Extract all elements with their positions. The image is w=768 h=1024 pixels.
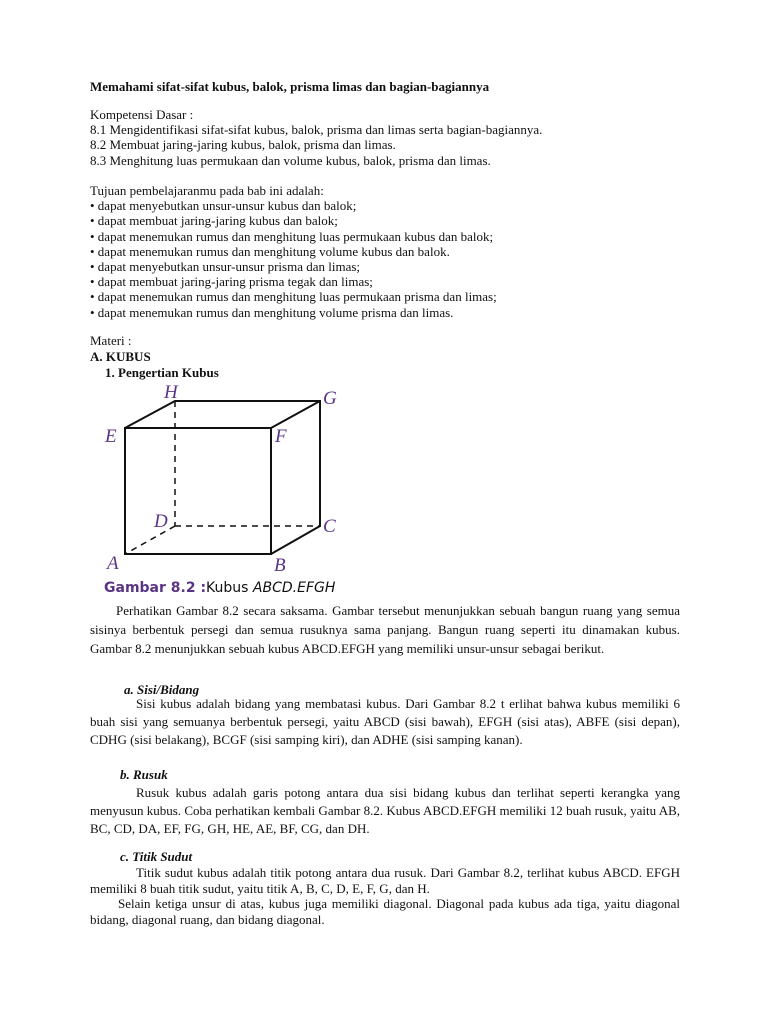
subsection-heading: 1. Pengertian Kubus bbox=[105, 365, 219, 380]
diagonal-paragraph: Selain ketiga unsur di atas, kubus juga memiliki diagonal. Diagonal pada kubus ada tiga, yaitu diagonal bidang, diagonal ruang, dan bidang diagonal. bbox=[90, 896, 680, 927]
sisi-paragraph: Sisi kubus adalah bidang yang membatasi kubus. Dari Gambar 8.2 t erlihat bahwa kubus memiliki 6 buah sisi yang semuanya berbentuk persegi, yaitu ABCD (sisi bawah), EFGH (sisi atas), ABFE (sisi depan), CDHG (sisi belakang), BCGF (sisi samping kiri), dan ADHE (sisi samping kanan). bbox=[90, 696, 680, 747]
materi bbox=[90, 333, 680, 381]
vertex-label-g: G bbox=[323, 388, 337, 409]
materi-heading: Materi : bbox=[90, 333, 132, 348]
figure-caption bbox=[104, 580, 335, 596]
rusuk-heading: b. Rusuk bbox=[120, 767, 168, 782]
caption-prefix: Gambar 8.2 : bbox=[104, 580, 207, 596]
vertex-label-e: E bbox=[105, 426, 117, 447]
caption-text: Kubus bbox=[206, 580, 253, 596]
tujuan-item: • dapat menemukan rumus dan menghitung luas permukaan kubus dan balok; bbox=[90, 228, 494, 244]
tujuan-item: • dapat menyebutkan unsur-unsur kubus dan balok; bbox=[90, 198, 357, 214]
vertex-label-c: C bbox=[323, 516, 336, 537]
tujuan-heading: Tujuan pembelajaranmu pada bab ini adalah: bbox=[90, 183, 324, 198]
tujuan-item: • dapat menemukan rumus dan menghitung volume kubus dan balok. bbox=[90, 243, 450, 259]
vertex-label-b: B bbox=[274, 555, 286, 576]
vertex-label-d: D bbox=[154, 511, 168, 532]
tujuan-list bbox=[90, 183, 680, 320]
kompetensi-item: 8.3 Menghitung luas permukaan dan volume kubus, balok, prisma dan limas. bbox=[90, 152, 491, 168]
cube-figure bbox=[90, 378, 370, 578]
vertex-label-f: F bbox=[275, 426, 287, 447]
intro-paragraph: Perhatikan Gambar 8.2 secara saksama. Gambar tersebut menunjukkan sebuah bangun ruang yang semua sisinya berbentuk persegi dan semua rusuknya sama panjang. Bangun ruang seperti itu dinamakan kubus. Gambar 8.2 menunjukkan sebuah kubus ABCD.EFGH yang memiliki unsur-unsur sebagai berikut. bbox=[90, 603, 680, 656]
front-face bbox=[125, 428, 271, 554]
kompetensi-dasar bbox=[90, 107, 680, 168]
tujuan-item: • dapat membuat jaring-jaring kubus dan balok; bbox=[90, 213, 338, 229]
titik-heading: c. Titik Sudut bbox=[120, 849, 193, 864]
titik-paragraph: Titik sudut kubus adalah titik potong antara dua rusuk. Dari Gambar 8.2, terlihat kubus ABCD. EFGH memiliki 8 buah titik sudut, yaitu titik A, B, C, D, E, F, G, dan H. bbox=[90, 865, 680, 896]
sisi-heading: a. Sisi/Bidang bbox=[124, 682, 200, 697]
tujuan-item: • dapat menemukan rumus dan menghitung volume prisma dan limas. bbox=[90, 304, 454, 320]
kompetensi-item: 8.2 Membuat jaring-jaring kubus, balok, prisma dan limas. bbox=[90, 137, 396, 153]
tujuan-item: • dapat menemukan rumus dan menghitung luas permukaan prisma dan limas; bbox=[90, 289, 497, 305]
vertex-label-a: A bbox=[107, 553, 119, 574]
kompetensi-item: 8.1 Mengidentifikasi sifat-sifat kubus, balok, prisma dan limas serta bagian-bagiannya. bbox=[90, 122, 543, 138]
tujuan-item: • dapat membuat jaring-jaring prisma tegak dan limas; bbox=[90, 274, 373, 290]
section-heading: A. KUBUS bbox=[90, 349, 151, 364]
edge-fg bbox=[271, 401, 320, 428]
page-title: Memahami sifat-sifat kubus, balok, prisma limas dan bagian-bagiannya bbox=[90, 79, 490, 94]
caption-name: ABCD.EFGH bbox=[252, 580, 336, 596]
rusuk-paragraph: Rusuk kubus adalah garis potong antara dua sisi bidang kubus dan terlihat seperti kerangka yang menyusun kubus. Coba perhatikan kembali Gambar 8.2. Kubus ABCD.EFGH memiliki 12 buah rusuk, yaitu AB, BC, CD, DA, EF, FG, GH, HE, AE, BF, CG, dan DH. bbox=[90, 785, 680, 836]
vertex-label-h: H bbox=[164, 382, 178, 403]
kompetensi-heading: Kompetensi Dasar : bbox=[90, 107, 194, 122]
tujuan-item: • dapat menyebutkan unsur-unsur prisma dan limas; bbox=[90, 259, 361, 275]
